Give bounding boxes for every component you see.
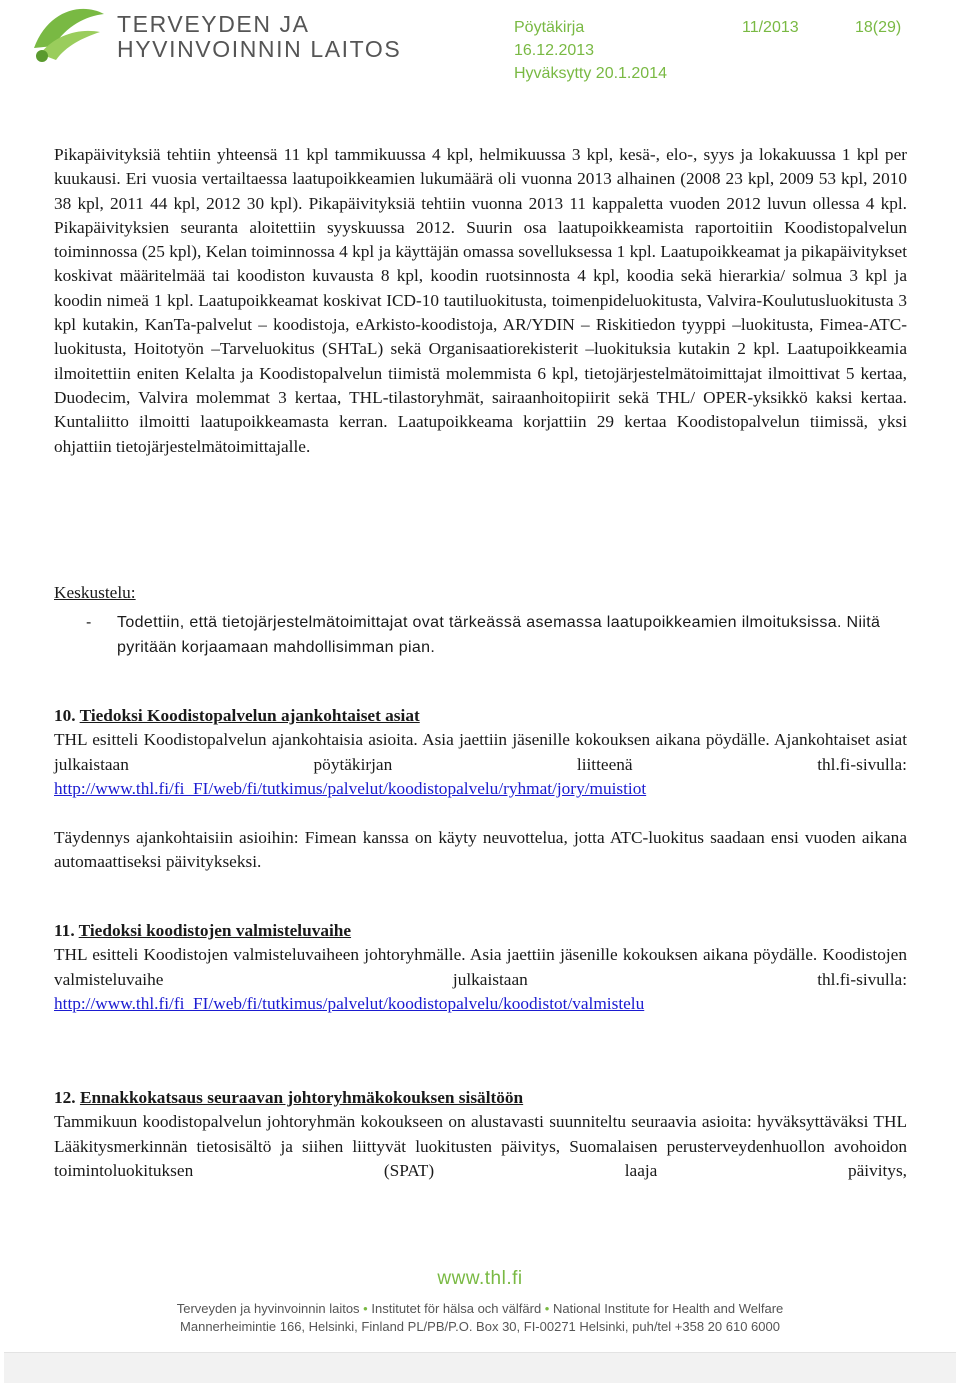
footer-address: Mannerheimintie 166, Helsinki, Finland PL/PB/P.O. Box 30, FI-00271 Helsinki, puh/tel +358 20 610 6000	[180, 1319, 780, 1334]
section-10-link[interactable]: http://www.thl.fi/fi_FI/web/fi/tutkimus/palvelut/koodistopalvelu/ryhmat/jory/muistiot	[54, 778, 647, 798]
section-10-heading	[54, 704, 907, 728]
footer-separator: •	[363, 1301, 368, 1316]
thl-logo-icon	[30, 4, 106, 64]
doc-date: 16.12.2013	[514, 42, 595, 59]
footer-name-sv: Institutet för hälsa och välfärd	[371, 1301, 542, 1316]
doc-number: 11/2013	[742, 19, 799, 36]
intro-paragraph: Pikapäivityksiä tehtiin yhteensä 11 kpl tammikuussa 4 kpl, helmikuussa 3 kpl, kesä-, elo-, syys ja lokakuussa 1 kpl per kuukausi. Eri vuosia vertailtaessa laatupoikkeamien lukumäärä oli vuonna 2013 alhainen (2008 23 kpl, 2009 53 kpl, 2010 38 kpl, 2011 44 kpl, 2012 30 kpl). Pikapäivityksiä tehtiin vuonna 2013 11 kappaletta vuoden 2012 luvun ollessa 4 kpl. Pikapäivityksien seuranta aloitettiin syyskuussa 2012. Suurin osa laatupoikkeamista raportoitiin Koodistopalvelun toiminnossa (25 kpl), Kelan toiminnossa 4 kpl ja käyttäjän omassa sovelluksessa 1 kpl. Laatupoikkeamat ja pikapäivitykset koskivat määritelmää tai koodiston kuvausta 8 kpl, koodin ruotsinnosta 4 kpl, koodia sekä hierarkia/ solmua 3 kpl ja koodin nimeä 1 kpl. Laatupoikkeamat koskivat ICD-10 tautiluokitusta, toimenpideluokitusta, Valvira-Koulutusluokitusta 3 kpl kutakin, KanTa-palvelut – koodistoja, eArkisto-koodistoja, AR/YDIN – Riskitiedon tyyppi –luokitusta, Fimea-ATC-luokitusta, Hoitotyön –Tarveluokitus (SHTaL) sekä Organisaatiorekisterit –luokituksia kutakin 2 kpl. Laatupoikkeamia ilmoitettiin eniten Kelalta ja Koodistopalvelun tiimistä molemmista 6 kpl, tietojärjestelmätoimittajat ilmoittivat 5 kertaa, Duodecim, Valvira molemmat 3 kertaa, THL-tilastoryhmät, sairaanhoitopiirit sekä THL/ OPER-yksikkö kaksi kertaa. Kuntaliitto ilmoitti laatupoikkeamasta kerran. Laatupoikkeama korjattiin 29 kertaa Koodistopalvelun tiimissä, yksi ohjattiin tietojärjestelmätoimittajalle.	[54, 145, 907, 456]
discussion-bullet	[54, 611, 907, 660]
intro-section	[54, 143, 907, 459]
section-12-heading	[54, 1086, 907, 1110]
section-10-title: Tiedoksi Koodistopalvelun ajankohtaiset asiat	[79, 706, 420, 725]
discussion-title: Keskustelu:	[54, 583, 136, 602]
discussion-section	[54, 581, 907, 660]
footer-separator: •	[544, 1301, 550, 1316]
footer-name-fi: Terveyden ja hyvinvoinnin laitos	[176, 1301, 360, 1316]
footer-org-names	[0, 1301, 960, 1316]
org-name-line2: HYVINVOINNIN LAITOS	[117, 36, 402, 62]
bullet-text: Todettiin, että tietojärjestelmätoimittajat ovat tärkeässä asemassa laatupoikkeamien ilmoituksissa. Niitä pyritään korjaamaan mahdollisimman pian.	[117, 614, 881, 656]
approved-date: Hyväksytty 20.1.2014	[514, 65, 667, 82]
section-11-text: THL esitteli Koodistojen valmisteluvaiheen johtoryhmälle. Asia jaettiin jäsenille kokouksen aikana pöydälle. Koodistojen valmisteluvaihe julkaistaan thl.fi-sivulla:	[54, 945, 907, 989]
section-12-title: Ennakkokatsaus seuraavan johtoryhmäkokouksen sisältöön	[79, 1088, 524, 1107]
section-12-text: Tammikuun koodistopalvelun johtoryhmän kokoukseen on alustavasti suunniteltu seuraavia asioita: hyväksyttäväksi THL Lääkitysmerkinnän tietosisältö ja siihen liittyvät luokitusten päivitys, Suomalaisen perusterveydenhuollon avohoidon toimintoluokituksen (SPAT) laaja päivitys,	[54, 1112, 907, 1180]
page-bottom-band	[4, 1352, 956, 1383]
footer-name-en: National Institute for Health and Welfare	[552, 1301, 784, 1316]
section-12-number: 12.	[54, 1088, 76, 1107]
section-10-text2: Täydennys ajankohtaisiin asioihin: Fimean kanssa on käyty neuvottelua, jotta ATC-luokitus saadaan ensi vuoden aikana automaattiseksi päivitykseksi.	[54, 828, 907, 872]
section-11-heading	[54, 919, 907, 943]
bullet-dash: -	[86, 614, 92, 631]
page-number: 18(29)	[855, 19, 902, 36]
org-name-line1: TERVEYDEN JA	[117, 11, 310, 37]
section-11	[54, 919, 907, 1016]
section-12	[54, 1086, 907, 1183]
section-10-text: THL esitteli Koodistopalvelun ajankohtaisia asioita. Asia jaettiin jäsenille kokouksen aikana pöydälle. Ajankohtaiset asiat julkaistaan pöytäkirjan liitteenä thl.fi-sivulla:	[54, 730, 907, 774]
page-header	[0, 0, 960, 90]
footer-url: www.thl.fi	[437, 1268, 523, 1289]
section-11-number: 11.	[54, 921, 75, 940]
section-10	[54, 704, 907, 875]
section-10-number: 10.	[54, 706, 76, 725]
section-11-title: Tiedoksi koodistojen valmisteluvaihe	[78, 921, 352, 940]
section-11-link[interactable]: http://www.thl.fi/fi_FI/web/fi/tutkimus/palvelut/koodistopalvelu/koodistot/valmistelu	[54, 993, 645, 1013]
doc-type: Pöytäkirja	[514, 19, 585, 36]
